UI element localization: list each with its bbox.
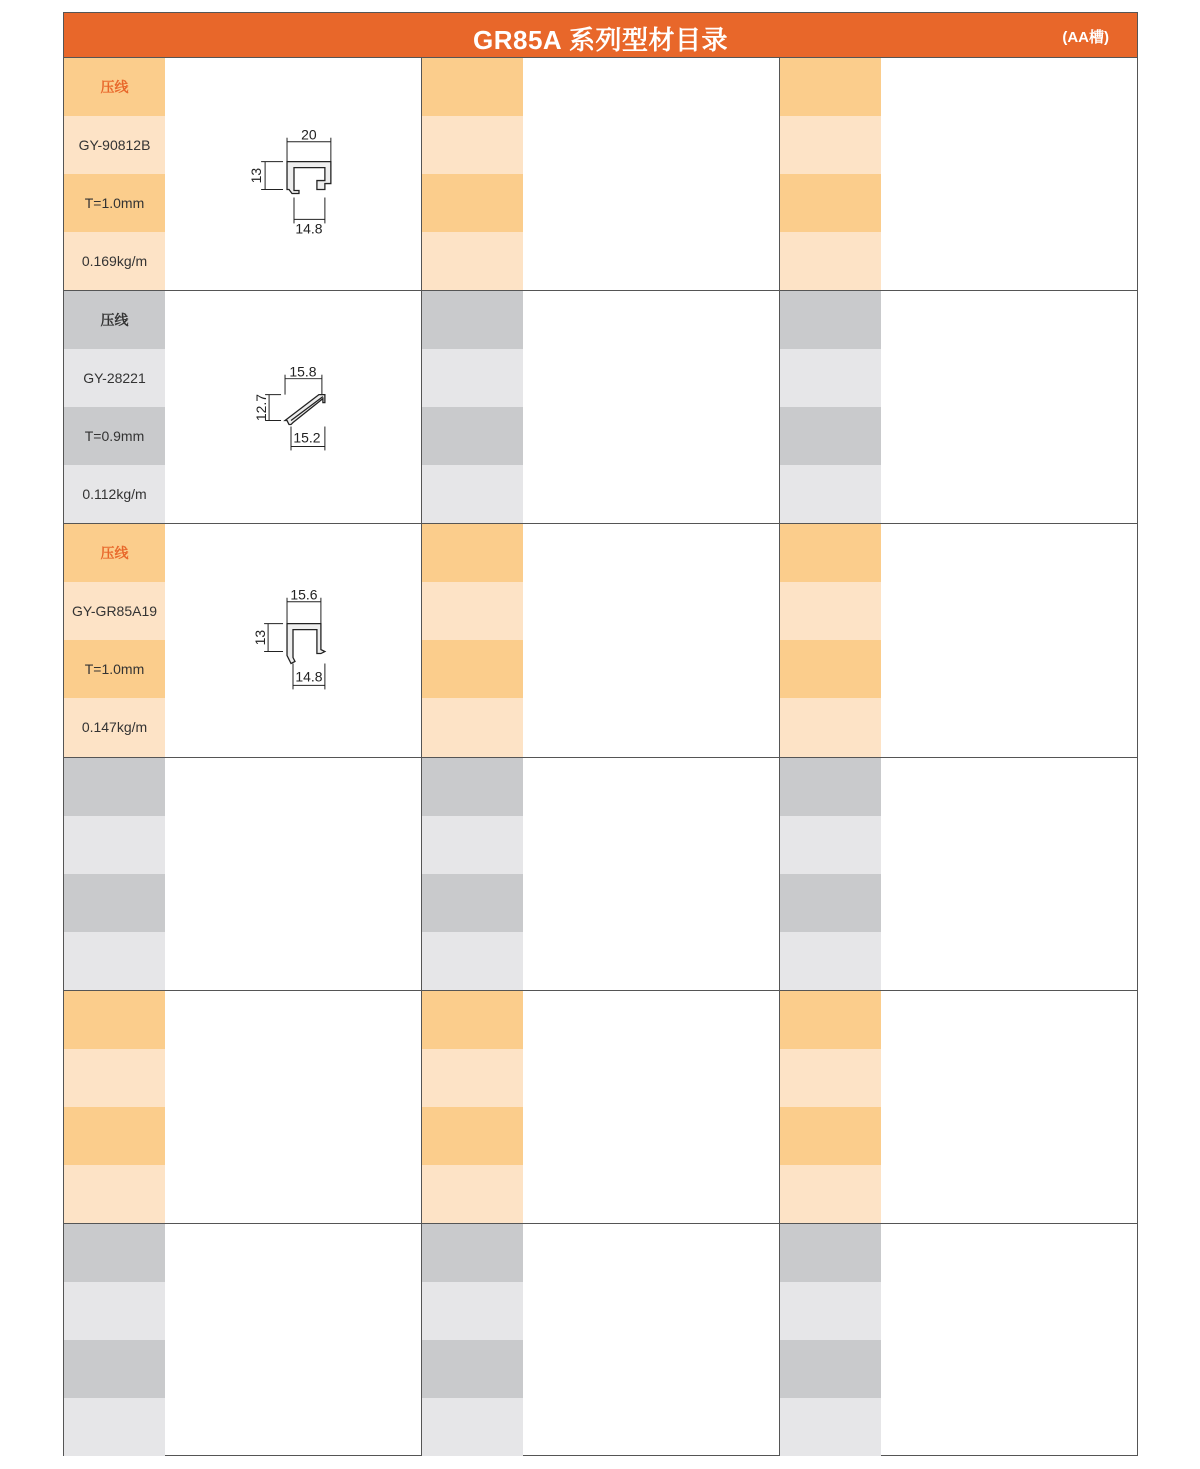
label-cell <box>422 58 523 116</box>
label-cell <box>780 1398 881 1456</box>
spec-labels <box>64 991 165 1223</box>
label-cell <box>780 874 881 932</box>
dim-top: 15.8 <box>289 363 317 380</box>
label-cell <box>780 698 881 756</box>
product-block <box>64 757 421 990</box>
label-cell <box>422 1224 523 1282</box>
spec-labels <box>780 991 881 1223</box>
label-cell <box>422 291 523 349</box>
label-cell <box>422 640 523 698</box>
spec-labels <box>780 524 881 756</box>
product-block <box>779 290 1137 523</box>
label-cell <box>780 1340 881 1398</box>
label-cell <box>780 1049 881 1107</box>
product-block <box>779 57 1137 290</box>
label-cell <box>780 582 881 640</box>
dim-top: 15.6 <box>290 587 318 604</box>
spec-labels <box>422 291 523 523</box>
label-cell <box>422 1107 523 1165</box>
profile-drawing <box>165 58 421 290</box>
label-cell <box>422 524 523 582</box>
product-name: 压线 <box>64 58 165 116</box>
page-title: GR85A 系列型材目录 <box>473 25 728 55</box>
label-cell <box>780 58 881 116</box>
label-cell <box>422 1165 523 1223</box>
product-block <box>779 523 1137 756</box>
label-cell <box>64 932 165 990</box>
label-cell <box>422 1398 523 1456</box>
label-cell <box>422 349 523 407</box>
product-block <box>64 990 421 1223</box>
spec-labels <box>422 758 523 990</box>
label-cell <box>780 1165 881 1223</box>
spec-labels <box>780 58 881 290</box>
dim-height: 13 <box>248 167 265 184</box>
label-cell <box>422 991 523 1049</box>
label-cell <box>64 1165 165 1223</box>
label-cell <box>64 874 165 932</box>
label-cell <box>64 1340 165 1398</box>
catalog-page <box>63 12 1138 1456</box>
label-cell <box>64 991 165 1049</box>
label-cell <box>780 991 881 1049</box>
catalog-header <box>64 13 1137 57</box>
spec-labels <box>780 758 881 990</box>
product-block <box>64 1223 421 1456</box>
label-cell <box>780 407 881 465</box>
product-block <box>64 290 421 523</box>
label-cell <box>780 1282 881 1340</box>
label-cell <box>422 698 523 756</box>
product-block <box>779 757 1137 990</box>
product-thickness: T=0.9mm <box>64 407 165 465</box>
label-cell <box>780 116 881 174</box>
product-grid <box>64 57 1137 1456</box>
product-block <box>421 757 779 990</box>
product-weight: 0.112kg/m <box>64 465 165 523</box>
label-cell <box>64 758 165 816</box>
label-cell <box>422 874 523 932</box>
product-name: 压线 <box>64 291 165 349</box>
spec-labels <box>422 1224 523 1456</box>
spec-labels <box>64 58 165 290</box>
product-block <box>421 290 779 523</box>
label-cell <box>64 1224 165 1282</box>
product-code: GY-GR85A19 <box>64 582 165 640</box>
spec-labels <box>64 524 165 756</box>
label-cell <box>780 1107 881 1165</box>
product-block <box>421 57 779 290</box>
spec-labels <box>780 1224 881 1456</box>
product-block <box>64 57 421 290</box>
spec-labels <box>64 291 165 523</box>
spec-labels <box>422 58 523 290</box>
label-cell <box>422 758 523 816</box>
label-cell <box>780 349 881 407</box>
dim-bottom: 15.2 <box>293 429 321 446</box>
product-name: 压线 <box>64 524 165 582</box>
label-cell <box>780 640 881 698</box>
label-cell <box>64 1049 165 1107</box>
label-cell <box>64 1107 165 1165</box>
spec-labels <box>64 758 165 990</box>
profile-shape <box>287 162 331 194</box>
product-block <box>421 523 779 756</box>
product-block <box>779 1223 1137 1456</box>
product-code: GY-28221 <box>64 349 165 407</box>
label-cell <box>422 816 523 874</box>
page-subtitle: (AA槽) <box>1062 29 1109 46</box>
label-cell <box>422 174 523 232</box>
label-cell <box>780 758 881 816</box>
product-block <box>779 990 1137 1223</box>
spec-labels <box>64 1224 165 1456</box>
product-code: GY-90812B <box>64 116 165 174</box>
label-cell <box>422 1340 523 1398</box>
label-cell <box>422 932 523 990</box>
label-cell <box>780 816 881 874</box>
label-cell <box>422 407 523 465</box>
profile-shape <box>287 624 325 664</box>
label-cell <box>422 116 523 174</box>
label-cell <box>780 291 881 349</box>
product-thickness: T=1.0mm <box>64 640 165 698</box>
label-cell <box>422 232 523 290</box>
profile-drawing <box>165 524 421 756</box>
label-cell <box>64 816 165 874</box>
label-cell <box>422 1282 523 1340</box>
dim-top: 20 <box>301 126 317 143</box>
label-cell <box>780 524 881 582</box>
dim-height: 13 <box>252 630 269 646</box>
profile-drawing <box>165 291 421 523</box>
label-cell <box>422 465 523 523</box>
spec-labels <box>780 291 881 523</box>
dim-bottom: 14.8 <box>295 668 323 685</box>
label-cell <box>780 1224 881 1282</box>
spec-labels <box>422 524 523 756</box>
product-weight: 0.147kg/m <box>64 698 165 756</box>
product-block <box>64 523 421 756</box>
label-cell <box>780 465 881 523</box>
dim-bottom: 14.8 <box>295 220 323 237</box>
dim-height: 12.7 <box>253 394 270 422</box>
spec-labels <box>422 991 523 1223</box>
label-cell <box>780 932 881 990</box>
label-cell <box>64 1398 165 1456</box>
product-block <box>421 990 779 1223</box>
product-weight: 0.169kg/m <box>64 232 165 290</box>
label-cell <box>64 1282 165 1340</box>
label-cell <box>422 1049 523 1107</box>
label-cell <box>780 174 881 232</box>
label-cell <box>780 232 881 290</box>
product-block <box>421 1223 779 1456</box>
label-cell <box>422 582 523 640</box>
product-thickness: T=1.0mm <box>64 174 165 232</box>
